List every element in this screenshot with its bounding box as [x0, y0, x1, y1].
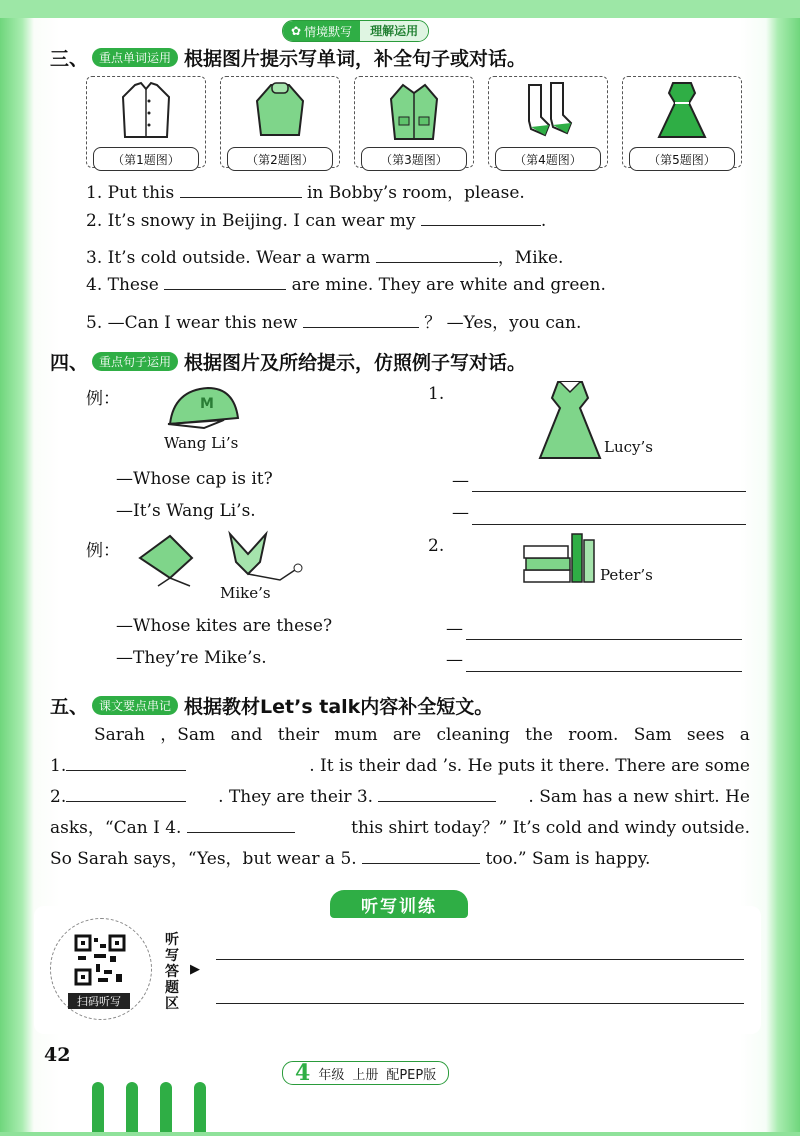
decorative-bars [92, 1082, 228, 1136]
footer-badge: 4 年级 上册 配PEP版 [282, 1061, 449, 1085]
item2-number: 2. [428, 536, 445, 556]
coat-icon [389, 81, 439, 141]
picture-box-2: （第2题图） [220, 76, 340, 168]
cloze-passage [50, 720, 750, 875]
question-4: 4. These are mine. They are white and green. [86, 275, 606, 295]
answer-area-label: 听写答题区 [165, 932, 179, 1012]
picture-box-1: （第1题图） [86, 76, 206, 168]
picture-box-5: （第5题图） [622, 76, 742, 168]
listening-title: 听写训练 [330, 890, 468, 918]
answer-blank[interactable] [187, 831, 295, 833]
passage-line-5: So Sarah says，“Yes，but wear a 5. too.” Sam is happy. [50, 849, 651, 869]
dress-icon [657, 81, 707, 141]
dress-green-icon [538, 378, 602, 462]
socks-icon [523, 81, 573, 141]
item1-owner: Lucy’s [604, 438, 653, 456]
item2-owner: Peter’s [600, 566, 653, 584]
answer-blank[interactable] [180, 196, 302, 198]
item1-number: 1. [428, 384, 445, 404]
answer-blank[interactable] [66, 769, 186, 771]
dictation-line[interactable] [216, 958, 744, 960]
section5-title: 五、 课文要点串记 根据教材Let’s talk内容补全短文。 [50, 696, 494, 718]
answer-blank[interactable] [66, 800, 186, 802]
picture-row [86, 76, 746, 172]
section3-title: 三、 重点单词运用 根据图片提示写单词，补全句子或对话。 [50, 48, 527, 70]
owl-icon: ✿ [291, 24, 302, 38]
example1-owner: Wang Li’s [164, 434, 239, 452]
answer-line[interactable] [472, 523, 746, 525]
shirt-icon [121, 81, 171, 141]
play-arrow-icon: ▶ [190, 962, 200, 977]
passage-line-2: 1. . It is their dad ’s. He puts it there. There are some [50, 756, 750, 776]
example-label: 例： [86, 389, 120, 409]
passage-line-4: asks，“Can I 4. this shirt today？” It’s cold and windy outside. [50, 818, 750, 838]
answer-line[interactable] [472, 490, 746, 492]
svg-text:M: M [200, 396, 214, 412]
question-1: 1. Put this in Bobby’s room，please. [86, 183, 525, 203]
page-number: 42 [44, 1044, 71, 1066]
qr-code-icon[interactable] [74, 934, 126, 986]
dictation-line[interactable] [216, 1002, 744, 1004]
example2-answer: —They’re Mike’s. [116, 648, 267, 668]
picture-box-3: （第3题图） [354, 76, 474, 168]
answer-blank[interactable] [303, 326, 419, 328]
question-3: 3. It’s cold outside. Wear a warm ，Mike. [86, 248, 564, 268]
example1-answer: —It’s Wang Li’s. [116, 501, 256, 521]
answer-blank[interactable] [421, 224, 541, 226]
answer-blank[interactable] [376, 261, 498, 263]
sweater-icon [255, 81, 305, 141]
worksheet-page: ✿ 情境默写 理解运用 三、 重点单词运用 根据图片提示写单词，补全句子或对话。 （第1题图） （第2题图） （第3题图） （第4题图） （第5题图） 1. Put this in Bobby’s room，please. 2. It’s snowy in Beijing. I can wear my . 3. It’s cold outside. Wear a warm ，Mike. 4. These are mine. They are white and green. 5. —Can I wear this new ？ —Yes，you can. 四、 重点句子运用 根据图片及所给提示，仿照例子写对话。 例： M Wang Li’s —Whose cap is it? —It’s Wang Li’s. 1. Lucy’s — — 例： Mike’s —Whose kites are these? —They’re Mike’s. 2. Peter’s — — 五、 课文要点串记 根据教材Let’s talk内容补全短文。 Sarah ，Sam and their mum are cleaning the room. Sam sees a 1. . It is their dad ’s. He puts it there. There are some 2. . They are their 3. . Sam has a new shirt. He asks，“Can I 4. this shirt today？” It’s cold and windy outside. So Sarah says，“Yes，but wear a 5. too.” Sam is happy. 听写训练 扫码听写 听写答题区 ▶ 42 4 年级 上册 配PEP版 [0, 0, 800, 1132]
picture-box-4: （第4题图） [488, 76, 608, 168]
example1-question: —Whose cap is it? [116, 469, 273, 489]
answer-blank[interactable] [362, 862, 480, 864]
passage-line-3: 2. . They are their 3. . Sam has a new shirt. He [50, 787, 750, 807]
passage-line-1: Sarah ，Sam and their mum are cleaning the room. Sam sees a [94, 725, 750, 745]
answer-line[interactable] [466, 670, 742, 672]
question-2: 2. It’s snowy in Beijing. I can wear my . [86, 211, 547, 231]
question-5: 5. —Can I wear this new ？ —Yes，you can. [86, 313, 582, 333]
answer-blank[interactable] [164, 288, 286, 290]
books-icon [522, 530, 598, 586]
example2-question: —Whose kites are these? [116, 616, 333, 636]
kites-icon [130, 528, 310, 588]
example-label: 例： [86, 541, 120, 561]
example2-owner: Mike’s [220, 584, 271, 602]
cap-icon [164, 384, 246, 430]
answer-line[interactable] [466, 638, 742, 640]
answer-blank[interactable] [378, 800, 496, 802]
scan-label: 扫码听写 [68, 993, 130, 1009]
top-band [0, 0, 800, 18]
section4-title: 四、 重点句子运用 根据图片及所给提示，仿照例子写对话。 [50, 352, 527, 374]
header-badge: ✿ 情境默写 理解运用 [282, 20, 429, 42]
